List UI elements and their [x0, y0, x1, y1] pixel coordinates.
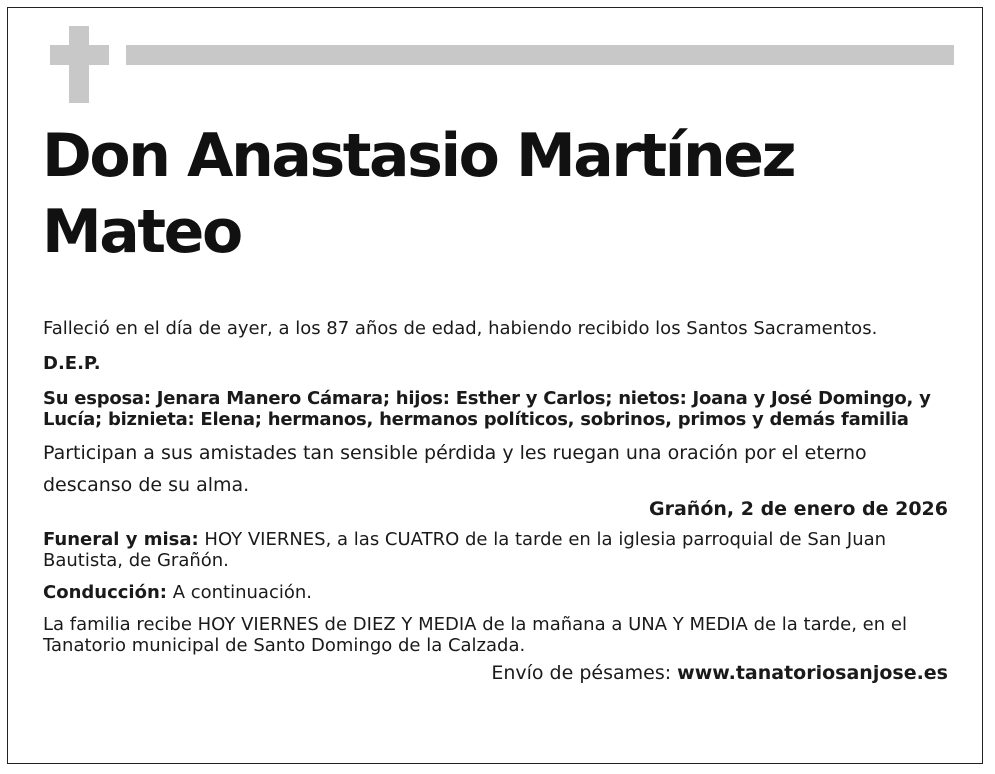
prayer-request: Participan a sus amistades tan sensible pérdida y les ruegan una oración por el eterno descanso de su alma.: [43, 442, 867, 496]
family-list: Su esposa: Jenara Manero Cámara; hijos: Esther y Carlos; nietos: Joana y José Domingo, y Lucía; biznieta: Elena; hermanos, hermanos políticos, sobrinos, primos y demás familia: [43, 388, 931, 430]
condolences-line: [43, 662, 948, 684]
header-bar: [126, 45, 954, 65]
procession-info: [43, 582, 948, 603]
funeral-label: Funeral y misa:: [43, 529, 199, 550]
cross-icon-arm: [50, 45, 109, 65]
procession-label: Conducción:: [43, 582, 167, 603]
condolences-label: Envío de pésames:: [491, 662, 678, 684]
funeral-info: [43, 529, 948, 571]
visitation-info: La familia recibe HOY VIERNES de DIEZ Y MEDIA de la mañana a UNA Y MEDIA de la tarde, en el Tanatorio municipal de Santo Domingo de la Calzada.: [43, 614, 907, 656]
deceased-name: Don Anastasio Martínez Mateo: [42, 121, 795, 267]
funeral-text: HOY VIERNES, a las CUATRO de la tarde en la iglesia parroquial de San Juan Bautista, de Grañón.: [43, 529, 887, 571]
death-announcement: Falleció en el día de ayer, a los 87 años de edad, habiendo recibido los Santos Sacramentos.: [43, 318, 878, 339]
notice-body: [43, 318, 948, 684]
condolences-link[interactable]: www.tanatoriosanjose.es: [677, 662, 948, 684]
rip-text: D.E.P.: [43, 353, 101, 374]
procession-text: A continuación.: [166, 582, 313, 603]
place-date: Grañón, 2 de enero de 2026: [649, 498, 948, 520]
